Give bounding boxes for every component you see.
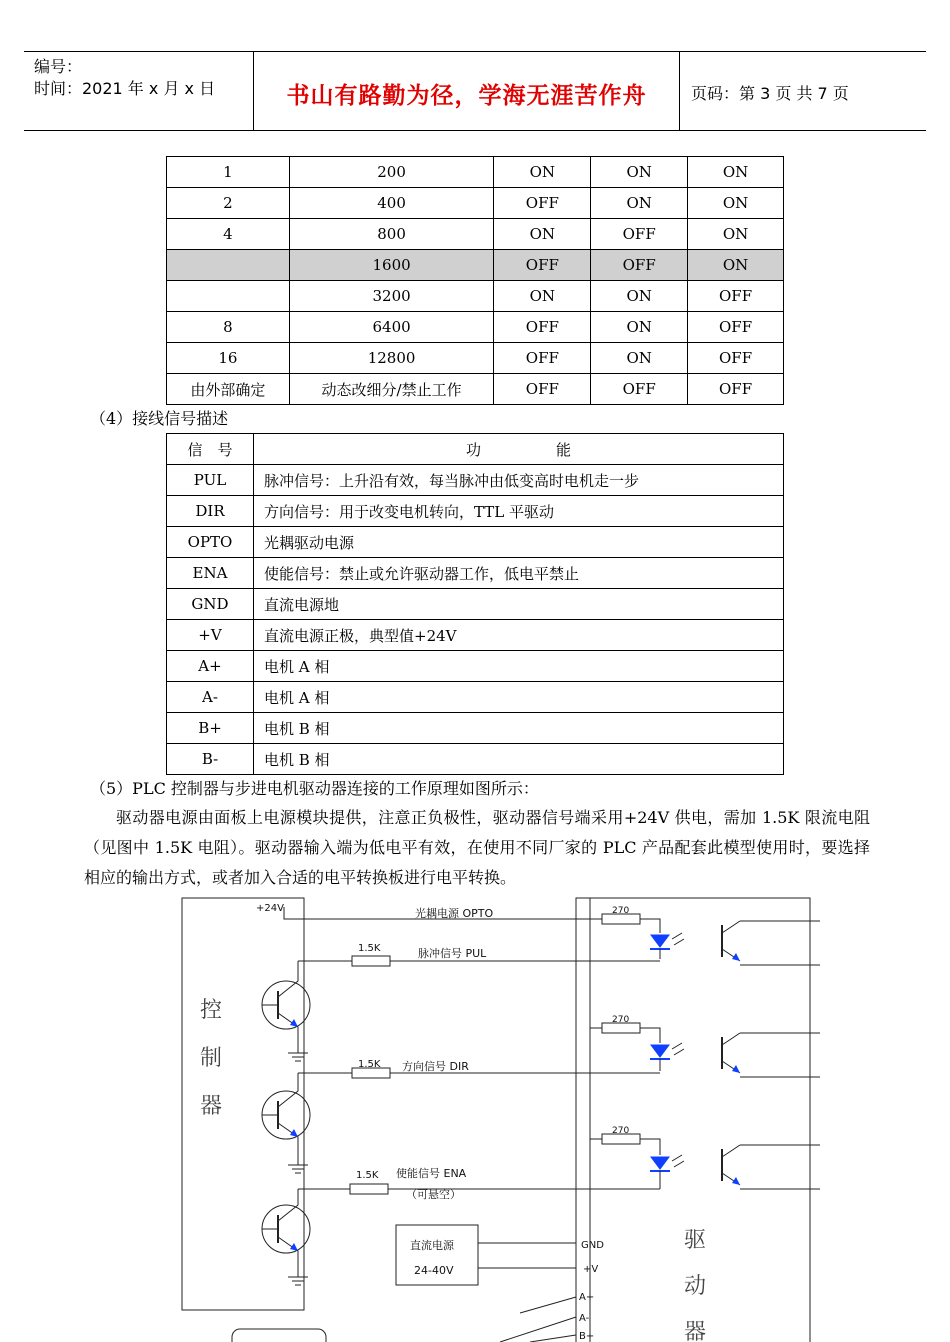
signal-name-cell: B- [167,744,254,775]
controller-char: 制 [200,1046,223,1071]
driver-char: 动 [684,1274,707,1299]
table-cell: 1600 [289,250,494,281]
header-motto: 书山有路勤为径，学海无涯苦作舟 [286,83,647,109]
page-header [24,51,926,131]
pin-b-plus: B+ [579,1331,595,1342]
pin-gnd: GND [581,1240,604,1251]
table-cell: ON [591,157,688,188]
table-cell: OFF [688,281,784,312]
signal-name-cell: A- [167,682,254,713]
signal-function-cell: 电机 B 相 [254,744,784,775]
signal-function-cell: 直流电源地 [254,589,784,620]
table-cell: OFF [494,312,591,343]
table-cell: OFF [591,219,688,250]
table-cell: ON [591,188,688,219]
table-cell: ON [688,219,784,250]
pin-a-minus: A- [579,1313,590,1324]
table-row [167,558,784,589]
signal-function-cell: 脉冲信号：上升沿有效，每当脉冲由低变高时电机走一步 [254,465,784,496]
v24-label: +24V [256,903,284,914]
table-cell: 12800 [289,343,494,374]
table-cell: OFF [591,374,688,405]
table-row [167,682,784,713]
table-cell [167,281,290,312]
table-row [167,219,784,250]
table-row [167,312,784,343]
signal-name-cell: +V [167,620,254,651]
table-cell: OFF [494,188,591,219]
table-row [167,250,784,281]
controller-char: 器 [200,1094,223,1119]
table-cell: 400 [289,188,494,219]
table-row [167,157,784,188]
table-row [167,620,784,651]
psu-label: 直流电源 [410,1239,454,1252]
signal-name-cell: ENA [167,558,254,589]
table-row [167,465,784,496]
section5-title: （5）PLC 控制器与步进电机驱动器连接的工作原理如图所示： [90,779,539,798]
table-cell: 200 [289,157,494,188]
header-left [34,56,215,100]
ena-note: （可悬空） [406,1188,461,1201]
table-row [167,527,784,558]
table-cell: ON [494,219,591,250]
table-cell [167,250,290,281]
table-cell: ON [591,312,688,343]
table-cell: 16 [167,343,290,374]
pul-label: 脉冲信号 PUL [418,947,487,960]
resistor-label: 1.5K [358,1059,381,1070]
opto-label: 光耦电源 OPTO [415,907,494,920]
table-cell: ON [688,250,784,281]
resistor-270-label: 270 [612,906,630,916]
signal-name-cell: A+ [167,651,254,682]
header-cell: 信 号 [167,434,254,465]
header-divider [679,52,680,130]
controller-char: 控 [200,998,223,1023]
resistor-label: 1.5K [358,943,381,954]
table-cell: ON [591,343,688,374]
table-cell: ON [688,157,784,188]
table-cell: OFF [494,250,591,281]
section4-title: （4）接线信号描述 [90,409,229,428]
table-row [167,651,784,682]
signal-function-cell: 光耦驱动电源 [254,527,784,558]
signal-name-cell: DIR [167,496,254,527]
table-row [167,343,784,374]
ena-label: 使能信号 ENA [396,1167,467,1180]
table-cell: OFF [688,374,784,405]
page-info: 页码：第 3 页 共 7 页 [691,84,849,103]
table-row [167,281,784,312]
signal-function-cell: 电机 A 相 [254,682,784,713]
signal-function-cell: 电机 B 相 [254,713,784,744]
number-label: 编号： [34,57,83,76]
driver-char: 器 [684,1320,707,1342]
microstep-table [166,156,784,405]
pin-v: +V [583,1264,599,1275]
table-cell: ON [688,188,784,219]
table-cell: 2 [167,188,290,219]
table-header-row [167,434,784,465]
signal-function-cell: 电机 A 相 [254,651,784,682]
signal-name-cell: B+ [167,713,254,744]
table-row [167,496,784,527]
table-cell: 1 [167,157,290,188]
table-cell: 800 [289,219,494,250]
table-row [167,744,784,775]
signal-name-cell: PUL [167,465,254,496]
body-paragraph: 驱动器电源由面板上电源模块提供，注意正负极性，驱动器信号端采用+24V 供电，需加 1.5K 限流电阻（见图中 1.5K 电阻）。驱动器输入端为低电平有效，在使用不同厂家的 PLC 产品配套此模型使用时，要选择相应的输出方式，或者加入合适的电平转换板进行电平转换。 [84,808,870,887]
table-cell: ON [494,281,591,312]
table-cell: ON [494,157,591,188]
table-cell: 动态改细分/禁止工作 [289,374,494,405]
signal-function-cell: 方向信号：用于改变电机转向，TTL 平驱动 [254,496,784,527]
pin-a-plus: A+ [579,1292,595,1303]
table-cell: 4 [167,219,290,250]
signal-name-cell: GND [167,589,254,620]
table-cell: OFF [494,343,591,374]
table-row [167,589,784,620]
table-cell: OFF [494,374,591,405]
resistor-label: 1.5K [356,1170,379,1181]
table-row [167,374,784,405]
time-label: 时间：2021 年 x 月 x 日 [34,79,216,98]
driver-char: 驱 [684,1228,707,1253]
signal-name-cell: OPTO [167,527,254,558]
psu-voltage: 24-40V [414,1264,454,1277]
signal-function-cell: 直流电源正极，典型值+24V [254,620,784,651]
signal-table [166,433,784,775]
resistor-270-label: 270 [612,1015,630,1025]
table-cell: ON [591,281,688,312]
table-cell: 由外部确定 [167,374,290,405]
table-cell: 3200 [289,281,494,312]
table-cell: 8 [167,312,290,343]
table-row [167,713,784,744]
table-row [167,188,784,219]
resistor-270-label: 270 [612,1126,630,1136]
table-cell: 6400 [289,312,494,343]
dir-label: 方向信号 DIR [402,1060,469,1073]
table-cell: OFF [688,312,784,343]
signal-function-cell: 使能信号：禁止或允许驱动器工作，低电平禁止 [254,558,784,589]
wiring-diagram [170,893,830,1342]
header-cell: 功 能 [254,434,784,465]
table-cell: OFF [591,250,688,281]
table-cell: OFF [688,343,784,374]
